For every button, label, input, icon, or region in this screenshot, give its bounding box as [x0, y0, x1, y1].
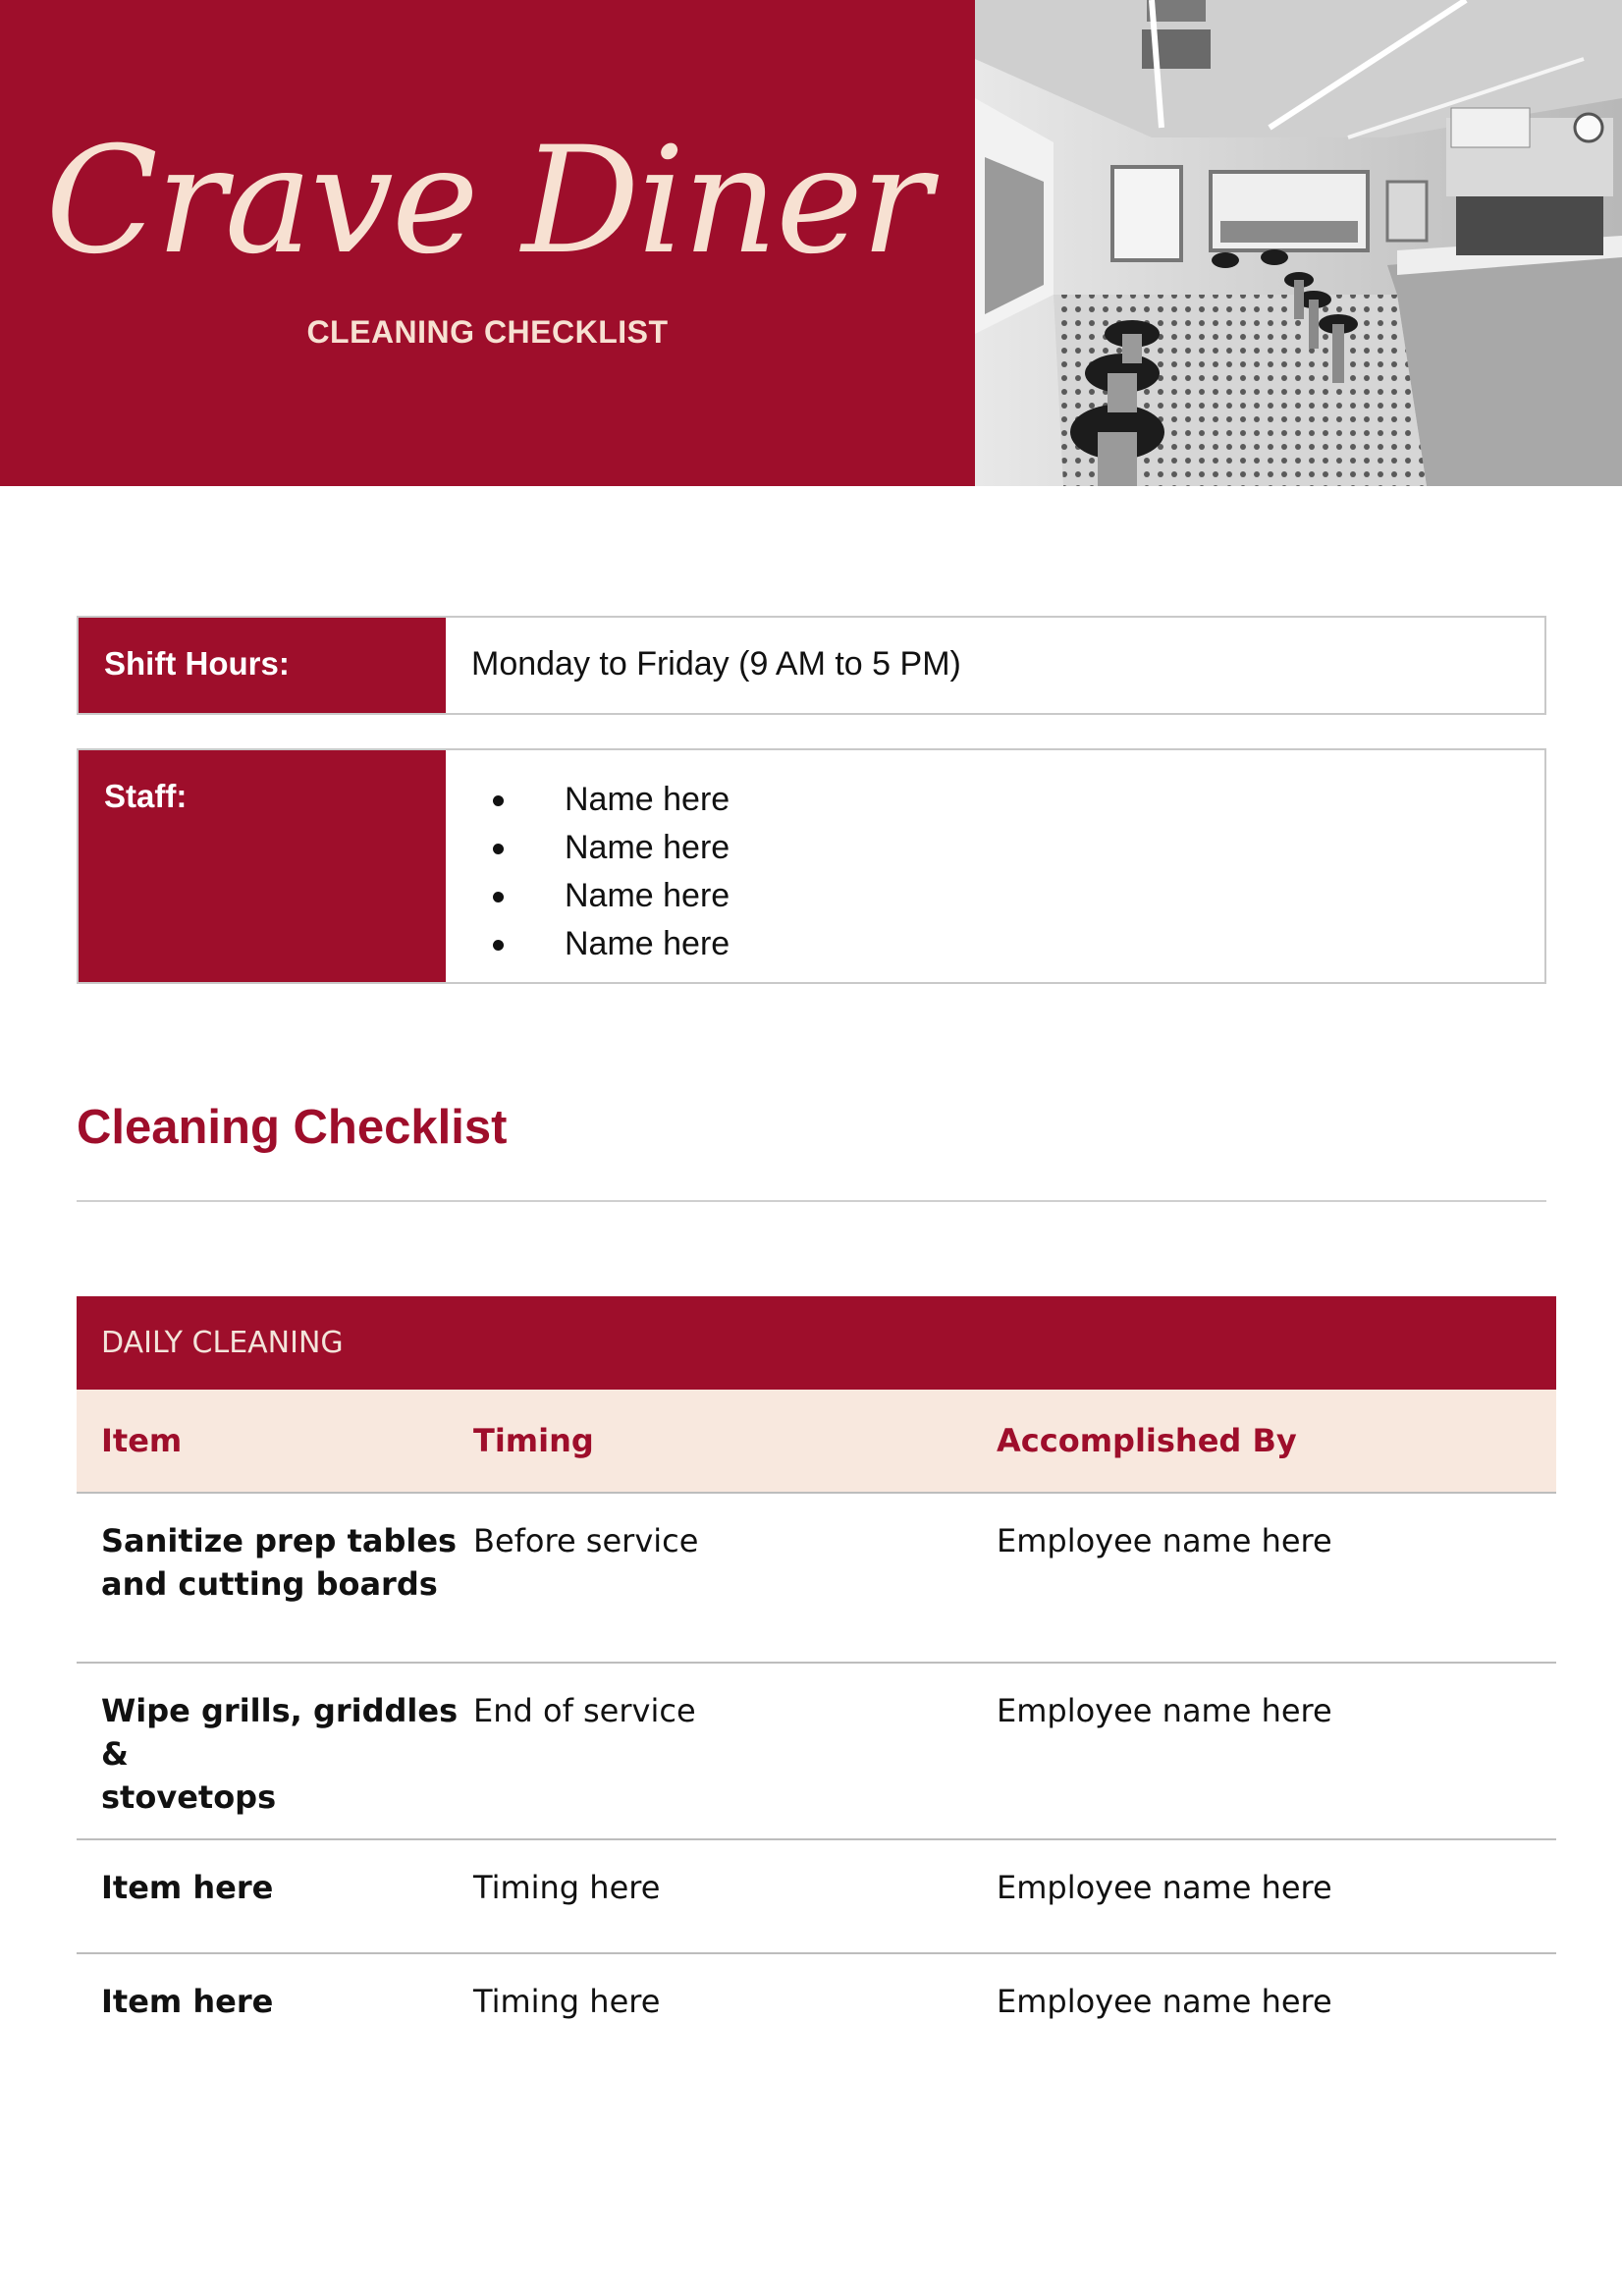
item-text: Sanitize prep tables: [101, 1522, 458, 1559]
table-row: [77, 1954, 1556, 2068]
item-text: Wipe grills, griddles &: [101, 1692, 459, 1773]
staff-name-item: [471, 776, 1544, 824]
diner-interior-photo: [975, 0, 1622, 486]
staff-name-item: [471, 872, 1544, 920]
column-header-item: Item: [101, 1422, 183, 1459]
shift-hours-label: Shift Hours:: [79, 618, 446, 713]
bullet-icon: [493, 795, 504, 806]
staff-name: Name here: [565, 877, 730, 914]
staff-list: [471, 776, 1544, 968]
staff-box: [77, 748, 1546, 984]
shift-hours-value: Monday to Friday (9 AM to 5 PM): [471, 645, 961, 683]
timing-cell: Timing here: [473, 1983, 661, 2020]
diner-photo-illustration: [975, 0, 1622, 486]
item-cell: [77, 1519, 473, 1606]
header-brand-panel: [0, 0, 975, 486]
daily-cleaning-table: [77, 1296, 1556, 2068]
timing-cell: End of service: [473, 1692, 696, 1729]
accomplished-by-cell: Employee name here: [997, 1983, 1332, 2020]
item-cell: Item here: [101, 1983, 274, 2020]
staff-name: Name here: [565, 829, 730, 866]
staff-name: Name here: [565, 781, 730, 818]
column-header-accomplished-by: Accomplished By: [997, 1422, 1297, 1459]
section-divider: [77, 1200, 1546, 1202]
bullet-icon: [493, 844, 504, 854]
table-row: [77, 1664, 1556, 1840]
brand-title: Crave Diner: [45, 116, 930, 287]
accomplished-by-cell: Employee name here: [997, 1522, 1332, 1559]
item-text: and cutting boards: [101, 1565, 438, 1603]
header-banner: [0, 0, 1622, 486]
item-cell: [77, 1689, 473, 1819]
document-subtitle: CLEANING CHECKLIST: [306, 314, 669, 350]
accomplished-by-cell: Employee name here: [997, 1869, 1332, 1906]
staff-name: Name here: [565, 925, 730, 962]
item-text: stovetops: [101, 1778, 277, 1816]
section-title: Cleaning Checklist: [77, 1101, 508, 1154]
column-header-timing: Timing: [473, 1422, 594, 1459]
staff-list-cell: [446, 750, 1544, 982]
shift-hours-box: [77, 616, 1546, 715]
staff-label: Staff:: [79, 750, 446, 982]
accomplished-by-cell: Employee name here: [997, 1692, 1332, 1729]
staff-name-item: [471, 824, 1544, 872]
timing-cell: Timing here: [473, 1869, 661, 1906]
item-cell: Item here: [101, 1869, 274, 1906]
bullet-icon: [493, 892, 504, 902]
table-row: [77, 1494, 1556, 1664]
bullet-icon: [493, 940, 504, 951]
table-row: [77, 1840, 1556, 1954]
timing-cell: Before service: [473, 1522, 699, 1559]
table-title: DAILY CLEANING: [77, 1296, 1556, 1390]
staff-name-item: [471, 920, 1544, 968]
table-header-row: [77, 1390, 1556, 1494]
